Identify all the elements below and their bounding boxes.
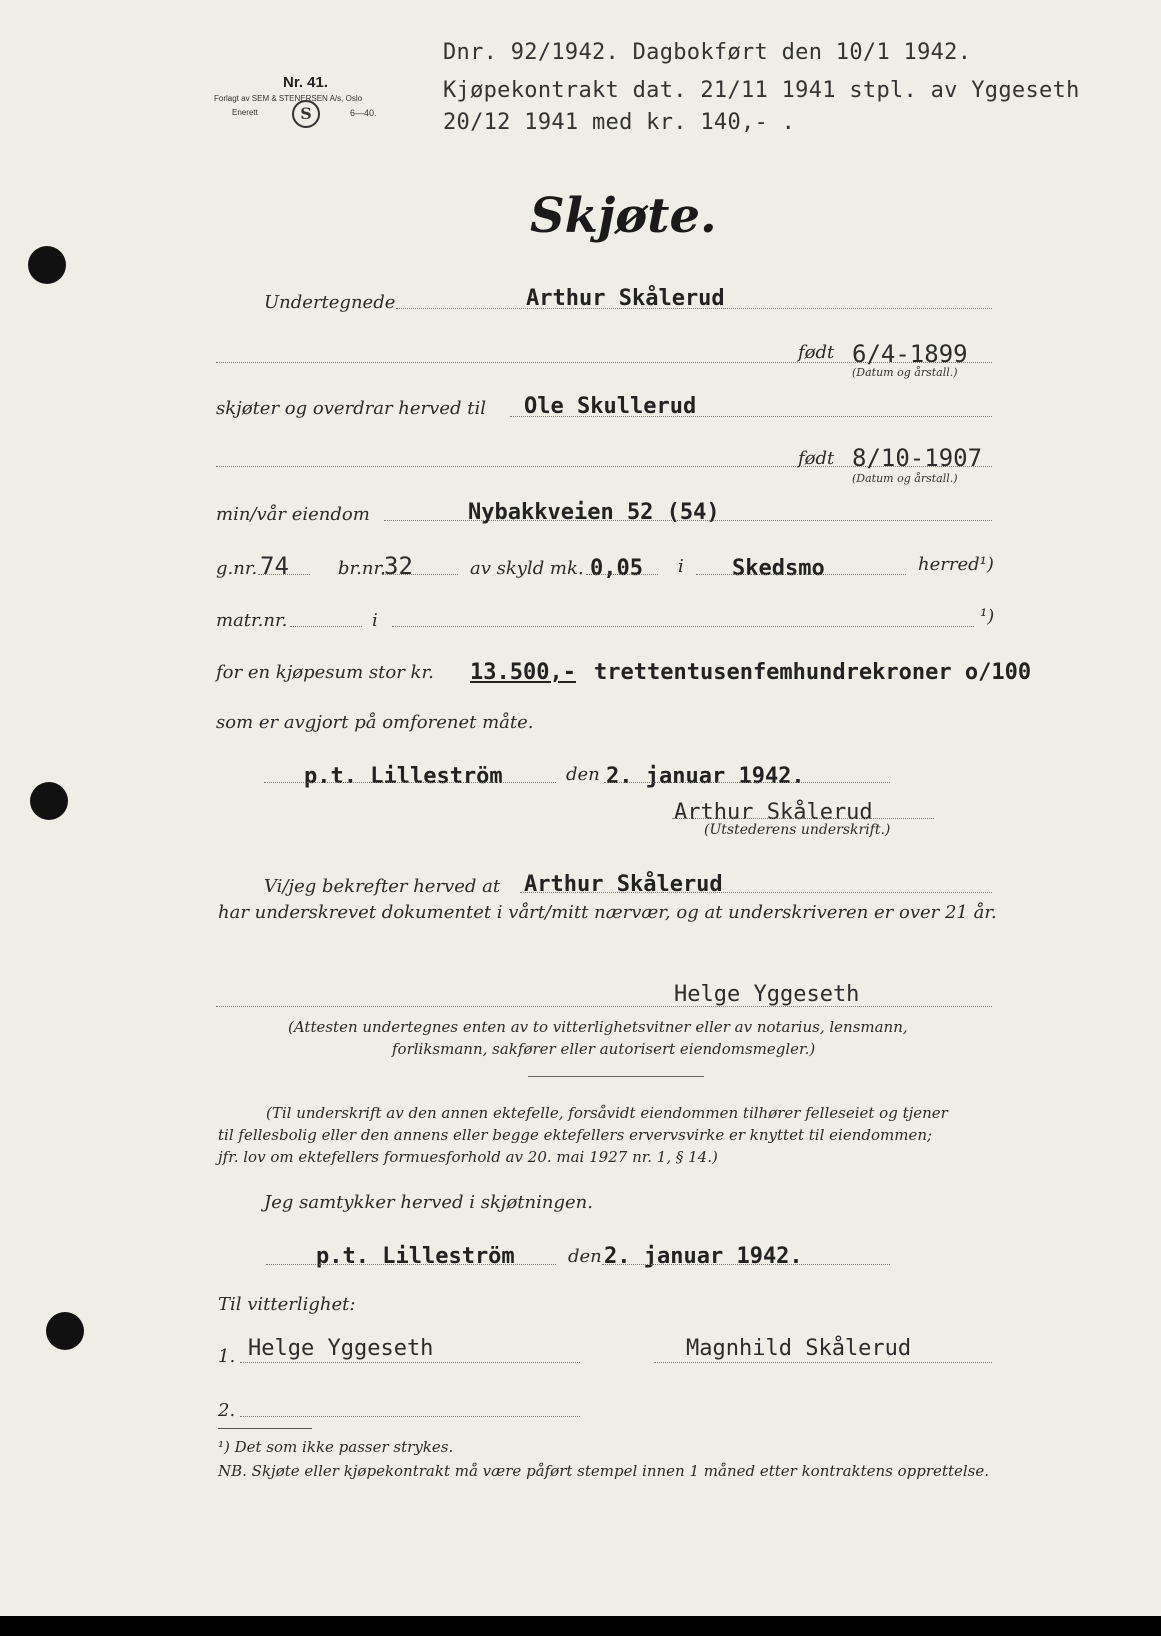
label-av-skyld: av skyld mk. bbox=[470, 558, 584, 579]
attestant-signature: Helge Yggeseth bbox=[674, 982, 860, 1007]
seller-birthdate: 6/4-1899 bbox=[852, 340, 968, 368]
label-den-2: den bbox=[568, 1246, 602, 1267]
line-witness-1 bbox=[240, 1362, 580, 1363]
confirmed-person: Arthur Skålerud bbox=[524, 872, 723, 897]
line-seller-signature bbox=[672, 818, 934, 819]
line-attestant bbox=[216, 1006, 992, 1007]
buyer-birthdate: 8/10-1907 bbox=[852, 444, 983, 472]
place-2: p.t. Lilleström bbox=[316, 1244, 515, 1269]
label-gnr: g.nr. bbox=[216, 558, 258, 579]
note-ektefelle-3: jfr. lov om ektefellers formuesforhold av 20. mai 1927 nr. 1, § 14.) bbox=[218, 1148, 718, 1166]
label-i-matr: i bbox=[372, 610, 378, 631]
line-brnr bbox=[382, 574, 458, 575]
date-1: 2. januar 1942. bbox=[606, 764, 805, 789]
label-utstederens: (Utstederens underskrift.) bbox=[704, 822, 891, 838]
line-gnr bbox=[258, 574, 310, 575]
line-confirmed bbox=[520, 892, 992, 893]
label-datum-2: (Datum og årstall.) bbox=[852, 472, 958, 485]
line-matr-place bbox=[392, 626, 974, 627]
brnr-value: 32 bbox=[384, 552, 413, 580]
label-fodt-buyer: født bbox=[798, 448, 835, 469]
label-avgjort: som er avgjort på omforenet måte. bbox=[216, 712, 534, 733]
form-publisher: Forlagt av SEM & STENERSEN A/s, Oslo bbox=[214, 94, 363, 103]
punch-hole-middle bbox=[30, 782, 68, 820]
publisher-logo-icon: S bbox=[292, 100, 320, 128]
note-ektefelle-2: til fellesbolig eller den annens eller begge ektefellers ervervsvirke er knyttet til eiendommen; bbox=[218, 1126, 933, 1144]
footnote-1: ¹) Det som ikke passer strykes. bbox=[218, 1438, 454, 1456]
label-undertegnede: Undertegnede bbox=[264, 292, 396, 313]
place-1: p.t. Lilleström bbox=[304, 764, 503, 789]
skyld-value: 0,05 bbox=[590, 556, 643, 581]
price-in-words: trettentusenfemhundrekroner o/100 bbox=[594, 660, 1032, 685]
label-herred: herred¹) bbox=[918, 554, 994, 575]
document-title: Skjøte. bbox=[530, 188, 717, 244]
label-i: i bbox=[678, 556, 684, 577]
label-footmark: ¹) bbox=[980, 606, 995, 627]
footnote-2: NB. Skjøte eller kjøpekontrakt må være påført stempel innen 1 måned etter kontraktens opprettelse. bbox=[218, 1462, 989, 1480]
line-date-2 bbox=[602, 1264, 890, 1265]
herred-value: Skedsmo bbox=[732, 556, 825, 581]
label-brnr: br.nr. bbox=[338, 558, 386, 579]
label-den-1: den bbox=[566, 764, 600, 785]
registration-line-3: 20/12 1941 med kr. 140,- . bbox=[443, 110, 796, 135]
form-copyright: Enerett bbox=[232, 108, 258, 117]
registration-line-1: Dnr. 92/1942. Dagbokført den 10/1 1942. bbox=[443, 40, 972, 65]
seller-name: Arthur Skålerud bbox=[526, 286, 725, 311]
label-matrnr: matr.nr. bbox=[216, 610, 288, 631]
label-witness-1: 1. bbox=[218, 1346, 236, 1367]
divider bbox=[528, 1076, 704, 1077]
note-ektefelle-1: (Til underskrift av den annen ektefelle, forsåvidt eiendommen tilhører felleseiet og tjener bbox=[266, 1104, 948, 1122]
footnote-divider bbox=[218, 1428, 312, 1429]
line-skyld bbox=[586, 574, 658, 575]
label-vitterlighet: Til vitterlighet: bbox=[218, 1294, 356, 1315]
label-samtykker: Jeg samtykker herved i skjøtningen. bbox=[264, 1192, 593, 1213]
property-address: Nybakkveien 52 (54) bbox=[468, 500, 720, 525]
label-kjopesum: for en kjøpesum stor kr. bbox=[216, 662, 434, 683]
spouse-signature: Magnhild Skålerud bbox=[686, 1336, 912, 1361]
form-number: Nr. 41. bbox=[283, 74, 329, 91]
label-witness-2: 2. bbox=[218, 1400, 236, 1421]
punch-hole-top bbox=[28, 246, 66, 284]
witness-1-signature: Helge Yggeseth bbox=[248, 1336, 434, 1361]
label-fodt-seller: født bbox=[798, 342, 835, 363]
seller-signature: Arthur Skålerud bbox=[674, 800, 873, 825]
line-place-2 bbox=[266, 1264, 556, 1265]
label-datum-1: (Datum og årstall.) bbox=[852, 366, 958, 379]
date-2: 2. januar 1942. bbox=[604, 1244, 803, 1269]
label-har-underskrevet: har underskrevet dokumentet i vårt/mitt nærvær, og at underskriveren er over 21 år. bbox=[218, 902, 997, 923]
line-witness-2 bbox=[240, 1416, 580, 1417]
note-attesten-2: forliksmann, sakfører eller autorisert eiendomsmegler.) bbox=[392, 1040, 816, 1058]
line-herred bbox=[696, 574, 906, 575]
label-vi-bekrefter: Vi/jeg bekrefter herved at bbox=[264, 876, 501, 897]
line-date-1 bbox=[604, 782, 890, 783]
line-spouse bbox=[654, 1362, 992, 1363]
line-matrnr bbox=[290, 626, 362, 627]
label-min-eiendom: min/vår eiendom bbox=[216, 504, 370, 525]
gnr-value: 74 bbox=[260, 552, 289, 580]
price-amount: 13.500,- bbox=[470, 660, 576, 685]
line-place-1 bbox=[264, 782, 556, 783]
label-skjoter: skjøter og overdrar herved til bbox=[216, 398, 486, 419]
punch-hole-bottom bbox=[46, 1312, 84, 1350]
registration-line-2: Kjøpekontrakt dat. 21/11 1941 stpl. av Yggeseth bbox=[443, 78, 1080, 103]
buyer-name: Ole Skullerud bbox=[524, 394, 697, 419]
note-attesten-1: (Attesten undertegnes enten av to vitterlighetsvitner eller av notarius, lensmann, bbox=[288, 1018, 908, 1036]
form-edition: 6—40. bbox=[350, 108, 377, 118]
